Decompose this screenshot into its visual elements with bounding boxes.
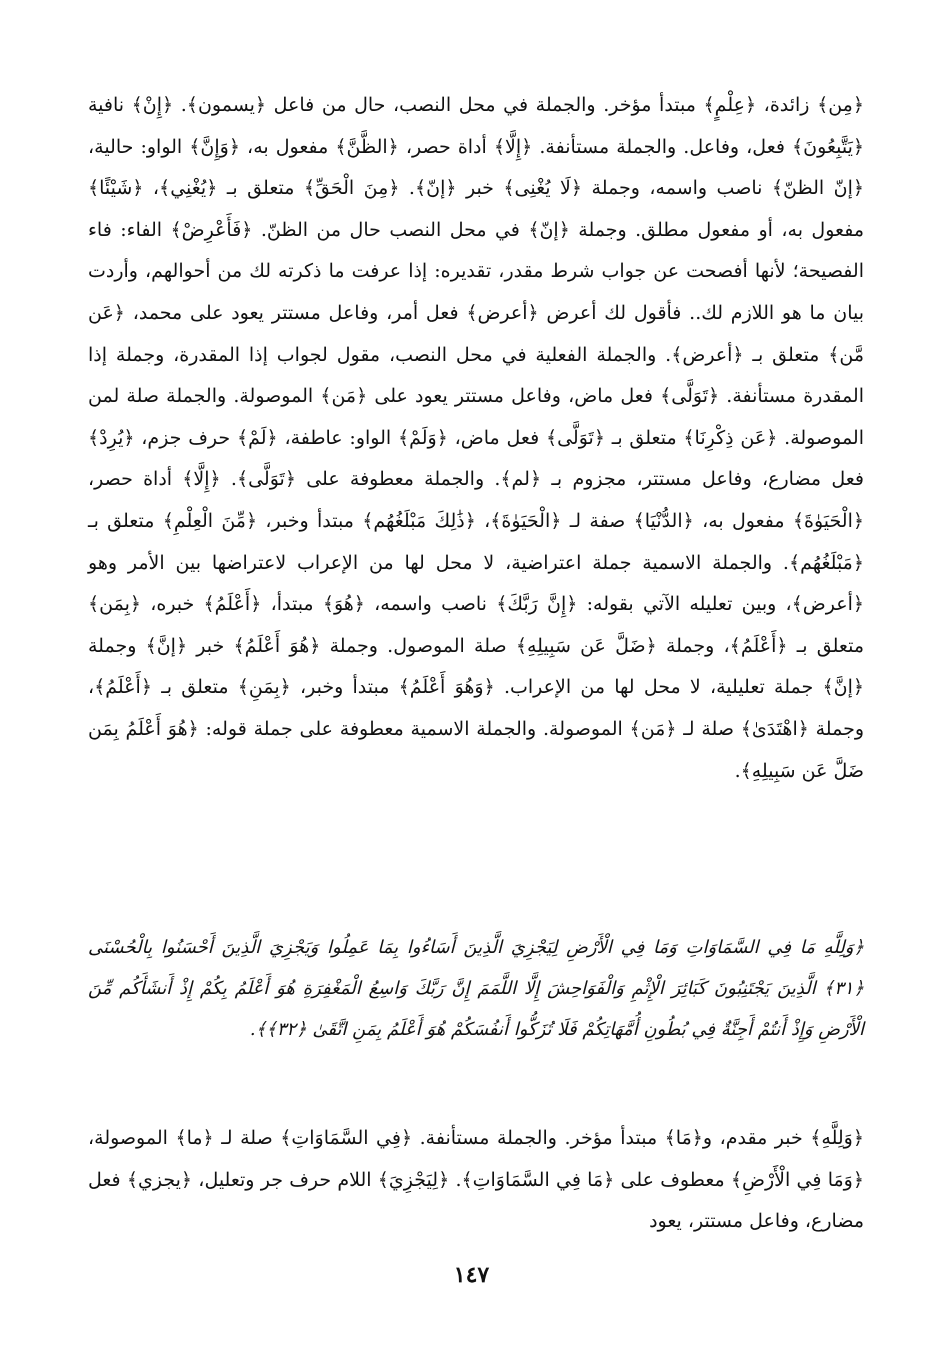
syntax-paragraph-2: [88, 1118, 864, 1243]
paragraph-text: ﴿مِن﴾ زائدة، ﴿عِلْمٍ﴾ مبتدأ مؤخر. والجملة في محل النصب، حال من فاعل ﴿يسمون﴾. ﴿إِنْ﴾ نافية ﴿يَتَّبِعُونَ﴾ فعل، وفاعل. والجملة مستأنفة. ﴿إِلَّا﴾ أداة حصر، ﴿الظَّنَّ﴾ مفعول به، ﴿وَإِنَّ﴾ الواو: حالية، ﴿إنّ الظنّ﴾ ناصب واسمه، وجملة ﴿لَا يُغْنِى﴾ خبر ﴿إنّ﴾. ﴿مِنَ الْحَقِّ﴾ متعلق بـ ﴿يُغْنِي﴾، ﴿شَيْئًا﴾ مفعول به، أو مفعول مطلق. وجملة ﴿إنّ﴾ في محل النصب حال من الظنّ. ﴿فَأَعْرِضْ﴾ الفاء: فاء الفصيحة؛ لأنها أفصحت عن جواب شرط مقدر، تقديره: إذا عرفت ما ذكرته لك من أحوالهم، وأردت بيان ما هو اللازم لك.. فأقول لك أعرض ﴿أعرض﴾ فعل أمر، وفاعل مستتر يعود على محمد، ﴿عَن مَّن﴾ متعلق بـ ﴿أعرض﴾. والجملة الفعلية في محل النصب، مقول لجواب إذا المقدرة، وجملة إذا المقدرة مستأنفة. ﴿تَوَلَّى﴾ فعل ماض، وفاعل مستتر يعود على ﴿مَن﴾ الموصولة. والجملة صلة لمن الموصولة. ﴿عَن ذِكْرِنَا﴾ متعلق بـ ﴿تَوَلَّى﴾ فعل ماض، ﴿وَلَمْ﴾ الواو: عاطفة، ﴿لَمْ﴾ حرف جزم، ﴿يُرِدْ﴾ فعل مضارع، وفاعل مستتر، مجزوم بـ ﴿لم﴾. والجملة معطوفة على ﴿تَوَلَّى﴾. ﴿إِلَّا﴾ أداة حصر، ﴿الْحَيَوٰةَ﴾ مفعول به، ﴿الدُّنْيَا﴾ صفة لـ ﴿الْحَيَوٰةَ﴾، ﴿ذَٰلِكَ مَبْلَغُهُم﴾ مبتدأ وخبر، ﴿مِّنَ الْعِلْمِ﴾ متعلق بـ ﴿مَبْلَغُهُم﴾. والجملة الاسمية جملة اعتراضية، لا محل لها من الإعراب لاعتراضها بين الأمر وهو ﴿أعرض﴾، وبين تعليله الآتي بقوله: ﴿إِنَّ رَبَّكَ﴾ ناصب واسمه، ﴿هُوَ﴾ مبتدأ، ﴿أَعْلَمُ﴾ خبره، ﴿بِمَن﴾ متعلق بـ ﴿أَعْلَمُ﴾، وجملة ﴿ضَلَّ عَن سَبِيلِهِ﴾ صلة الموصول. وجملة ﴿هُوَ أَعْلَمُ﴾ خبر ﴿إنَّ﴾ وجملة ﴿إنَّ﴾ جملة تعليلية، لا محل لها من الإعراب. ﴿وَهُوَ أَعْلَمُ﴾ مبتدأ وخبر، ﴿بِمَنِ﴾ متعلق بـ ﴿أَعْلَمُ﴾، وجملة ﴿اهْتَدَىٰ﴾ صلة لـ ﴿مَن﴾ الموصولة. والجملة الاسمية معطوفة على جملة قوله: ﴿هُوَ أَعْلَمُ بِمَن ضَلَّ عَن سَبِيلِهِ﴾.: [88, 94, 864, 782]
syntax-paragraph-1: [88, 85, 864, 792]
quran-verse-block: [88, 927, 864, 1050]
verse-text: ﴿وَلِلَّهِ مَا فِي السَّمَاوَاتِ وَمَا فِي الْأَرْضِ لِيَجْزِيَ الَّذِينَ أَسَاءُوا بِمَا عَمِلُوا وَيَجْزِيَ الَّذِينَ أَحْسَنُوا بِالْحُسْنَى ﴿٣١﴾ الَّذِينَ يَجْتَنِبُونَ كَبَائِرَ الْإِثْمِ وَالْفَوَاحِشَ إِلَّا اللَّمَمَ إِنَّ رَبَّكَ وَاسِعُ الْمَغْفِرَةِ هُوَ أَعْلَمُ بِكُمْ إِذْ أَنشَأَكُم مِّنَ الْأَرْضِ وَإِذْ أَنتُمْ أَجِنَّةٌ فِي بُطُونِ أُمَّهَاتِكُمْ فَلَا تُزَكُّوا أَنفُسَكُمْ هُوَ أَعْلَمُ بِمَنِ اتَّقَىٰ ﴿٣٢﴾﴾.: [88, 937, 864, 1040]
page-number: ١٤٧: [453, 1262, 490, 1288]
paragraph-text: ﴿وَلِلَّهِ﴾ خبر مقدم، و﴿مَا﴾ مبتدأ مؤخر. والجملة مستأنفة. ﴿فِي السَّمَاوَاتِ﴾ صلة لـ ﴿ما﴾ الموصولة، ﴿وَمَا فِي الْأَرْضِ﴾ معطوف على ﴿مَا فِي السَّمَاوَاتِ﴾. ﴿لِيَجْزِيَ﴾ اللام حرف جر وتعليل، ﴿يجزي﴾ فعل مضارع، وفاعل مستتر، يعود: [88, 1127, 864, 1233]
